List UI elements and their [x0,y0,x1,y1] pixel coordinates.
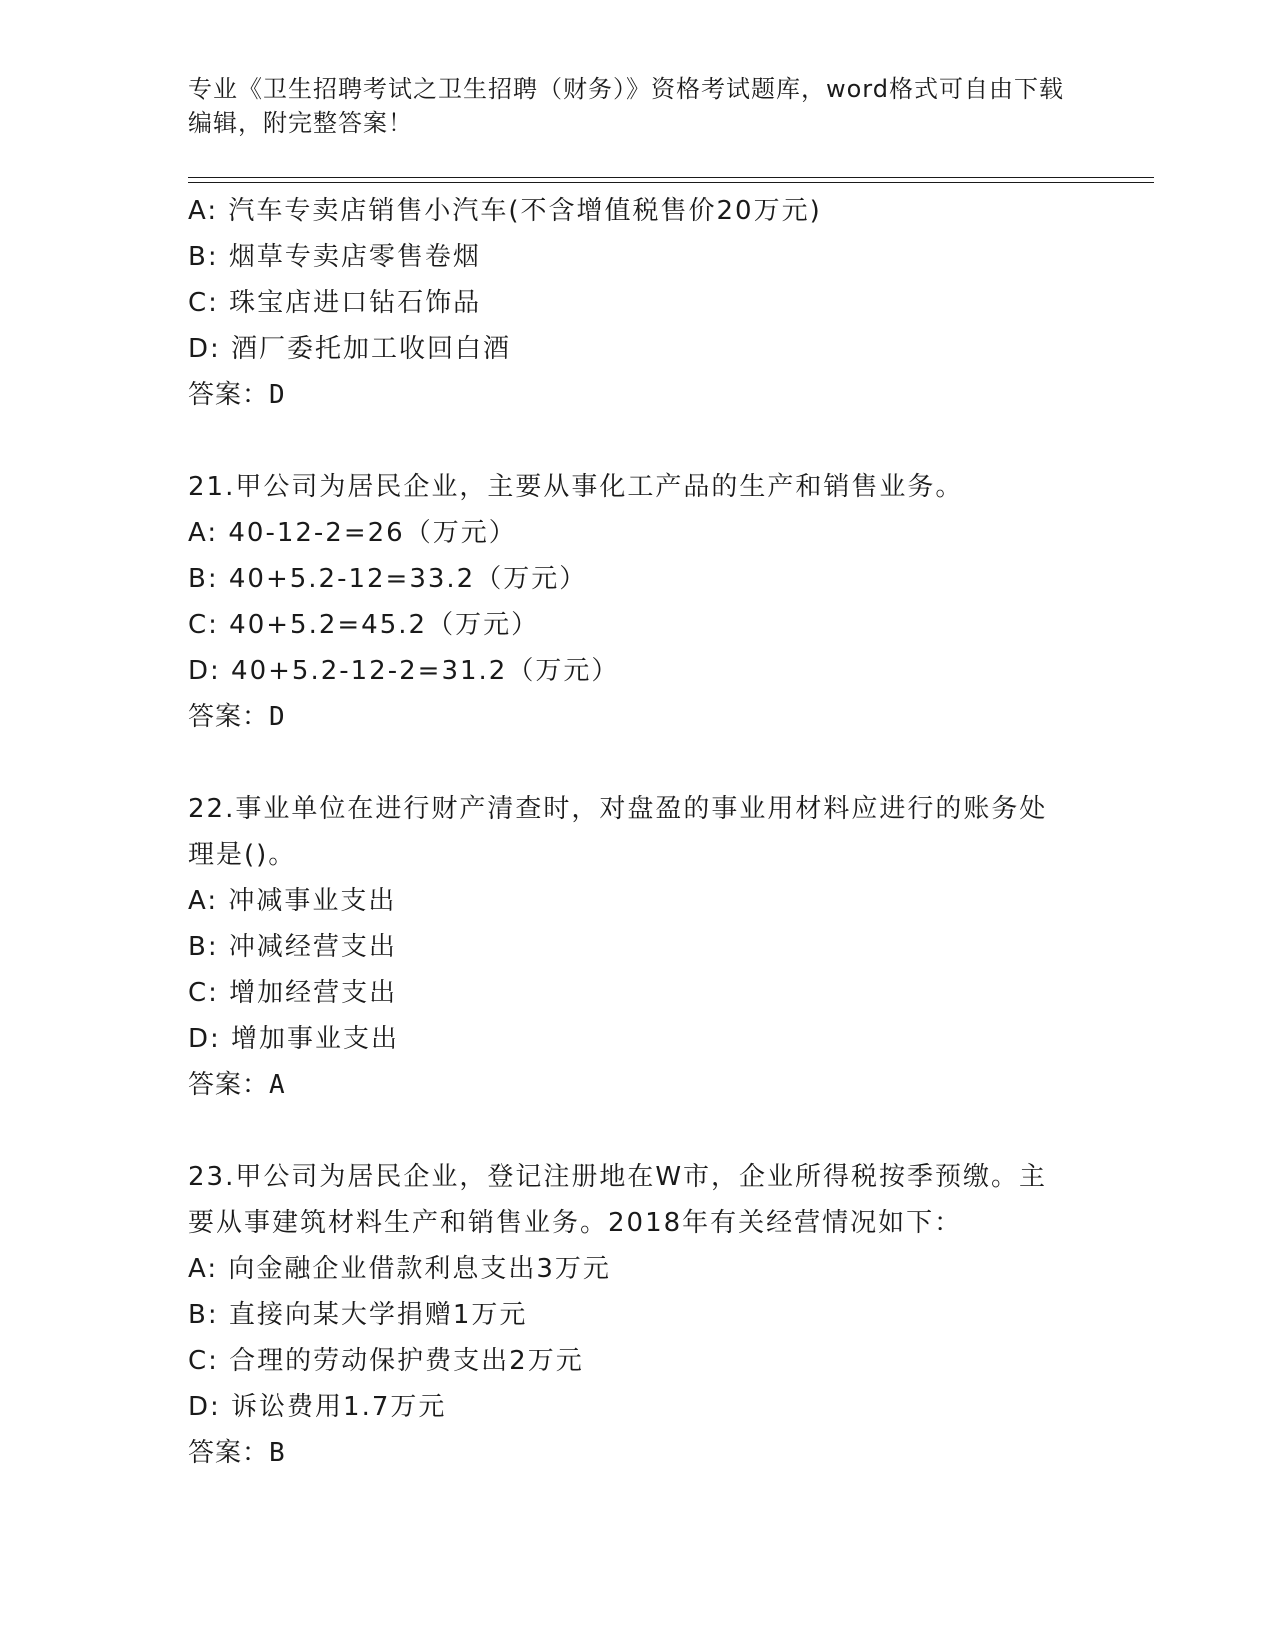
option-d: D: 40+5.2-12-2=31.2（万元） [188,656,620,686]
question-text: 21.甲公司为居民企业，主要从事化工产品的生产和销售业务。 [188,472,964,502]
question-21 [188,464,1088,740]
header-line-1: 专业《卫生招聘考试之卫生招聘（财务）》资格考试题库，word格式可自由下载 [188,75,1064,103]
spacer [188,740,1088,786]
header-divider-top [188,177,1154,178]
question-22 [188,786,1088,1108]
answer-label: 答案： [188,702,270,732]
spacer [188,418,1088,464]
answer-value: B [269,1438,286,1468]
question-23 [188,1154,1088,1476]
option-c: C: 珠宝店进口钻石饰品 [188,288,482,318]
answer-line [188,1430,1088,1476]
header-divider-bottom [188,182,1154,183]
answer-value: D [269,702,286,732]
option-d: D: 诉讼费用1.7万元 [188,1392,447,1422]
question-list [188,188,1088,1476]
question-text-line-2: 要从事建筑材料生产和销售业务。2018年有关经营情况如下： [188,1208,963,1238]
question-text-line-2: 理是()。 [188,840,297,870]
option-c: C: 增加经营支出 [188,978,398,1008]
header-line-2: 编辑，附完整答案！ [188,109,413,137]
option-c: C: 40+5.2=45.2（万元） [188,610,540,640]
spacer [188,1108,1088,1154]
option-d: D: 酒厂委托加工收回白酒 [188,334,512,364]
option-d: D: 增加事业支出 [188,1024,400,1054]
document-header [188,72,1088,140]
option-a: A: 冲减事业支出 [188,886,397,916]
answer-line [188,1062,1088,1108]
option-a: A: 40-12-2=26（万元） [188,518,517,548]
answer-line [188,694,1088,740]
question-20 [188,188,1088,418]
question-text-line-1: 22.事业单位在进行财产清查时，对盘盈的事业用材料应进行的账务处 [188,794,1048,824]
option-a: A: 向金融企业借款利息支出3万元 [188,1254,611,1284]
option-c: C: 合理的劳动保护费支出2万元 [188,1346,584,1376]
option-b: B: 直接向某大学捐赠1万元 [188,1300,528,1330]
answer-value: D [269,380,286,410]
option-b: B: 40+5.2-12=33.2（万元） [188,564,588,594]
option-a: A: 汽车专卖店销售小汽车(不含增值税售价20万元) [188,196,822,226]
option-b: B: 冲减经营支出 [188,932,397,962]
answer-value: A [269,1070,286,1100]
answer-line [188,372,1088,418]
answer-label: 答案： [188,380,270,410]
answer-label: 答案： [188,1438,270,1468]
option-b: B: 烟草专卖店零售卷烟 [188,242,481,272]
answer-label: 答案： [188,1070,270,1100]
question-text-line-1: 23.甲公司为居民企业，登记注册地在W市，企业所得税按季预缴。主 [188,1162,1048,1192]
